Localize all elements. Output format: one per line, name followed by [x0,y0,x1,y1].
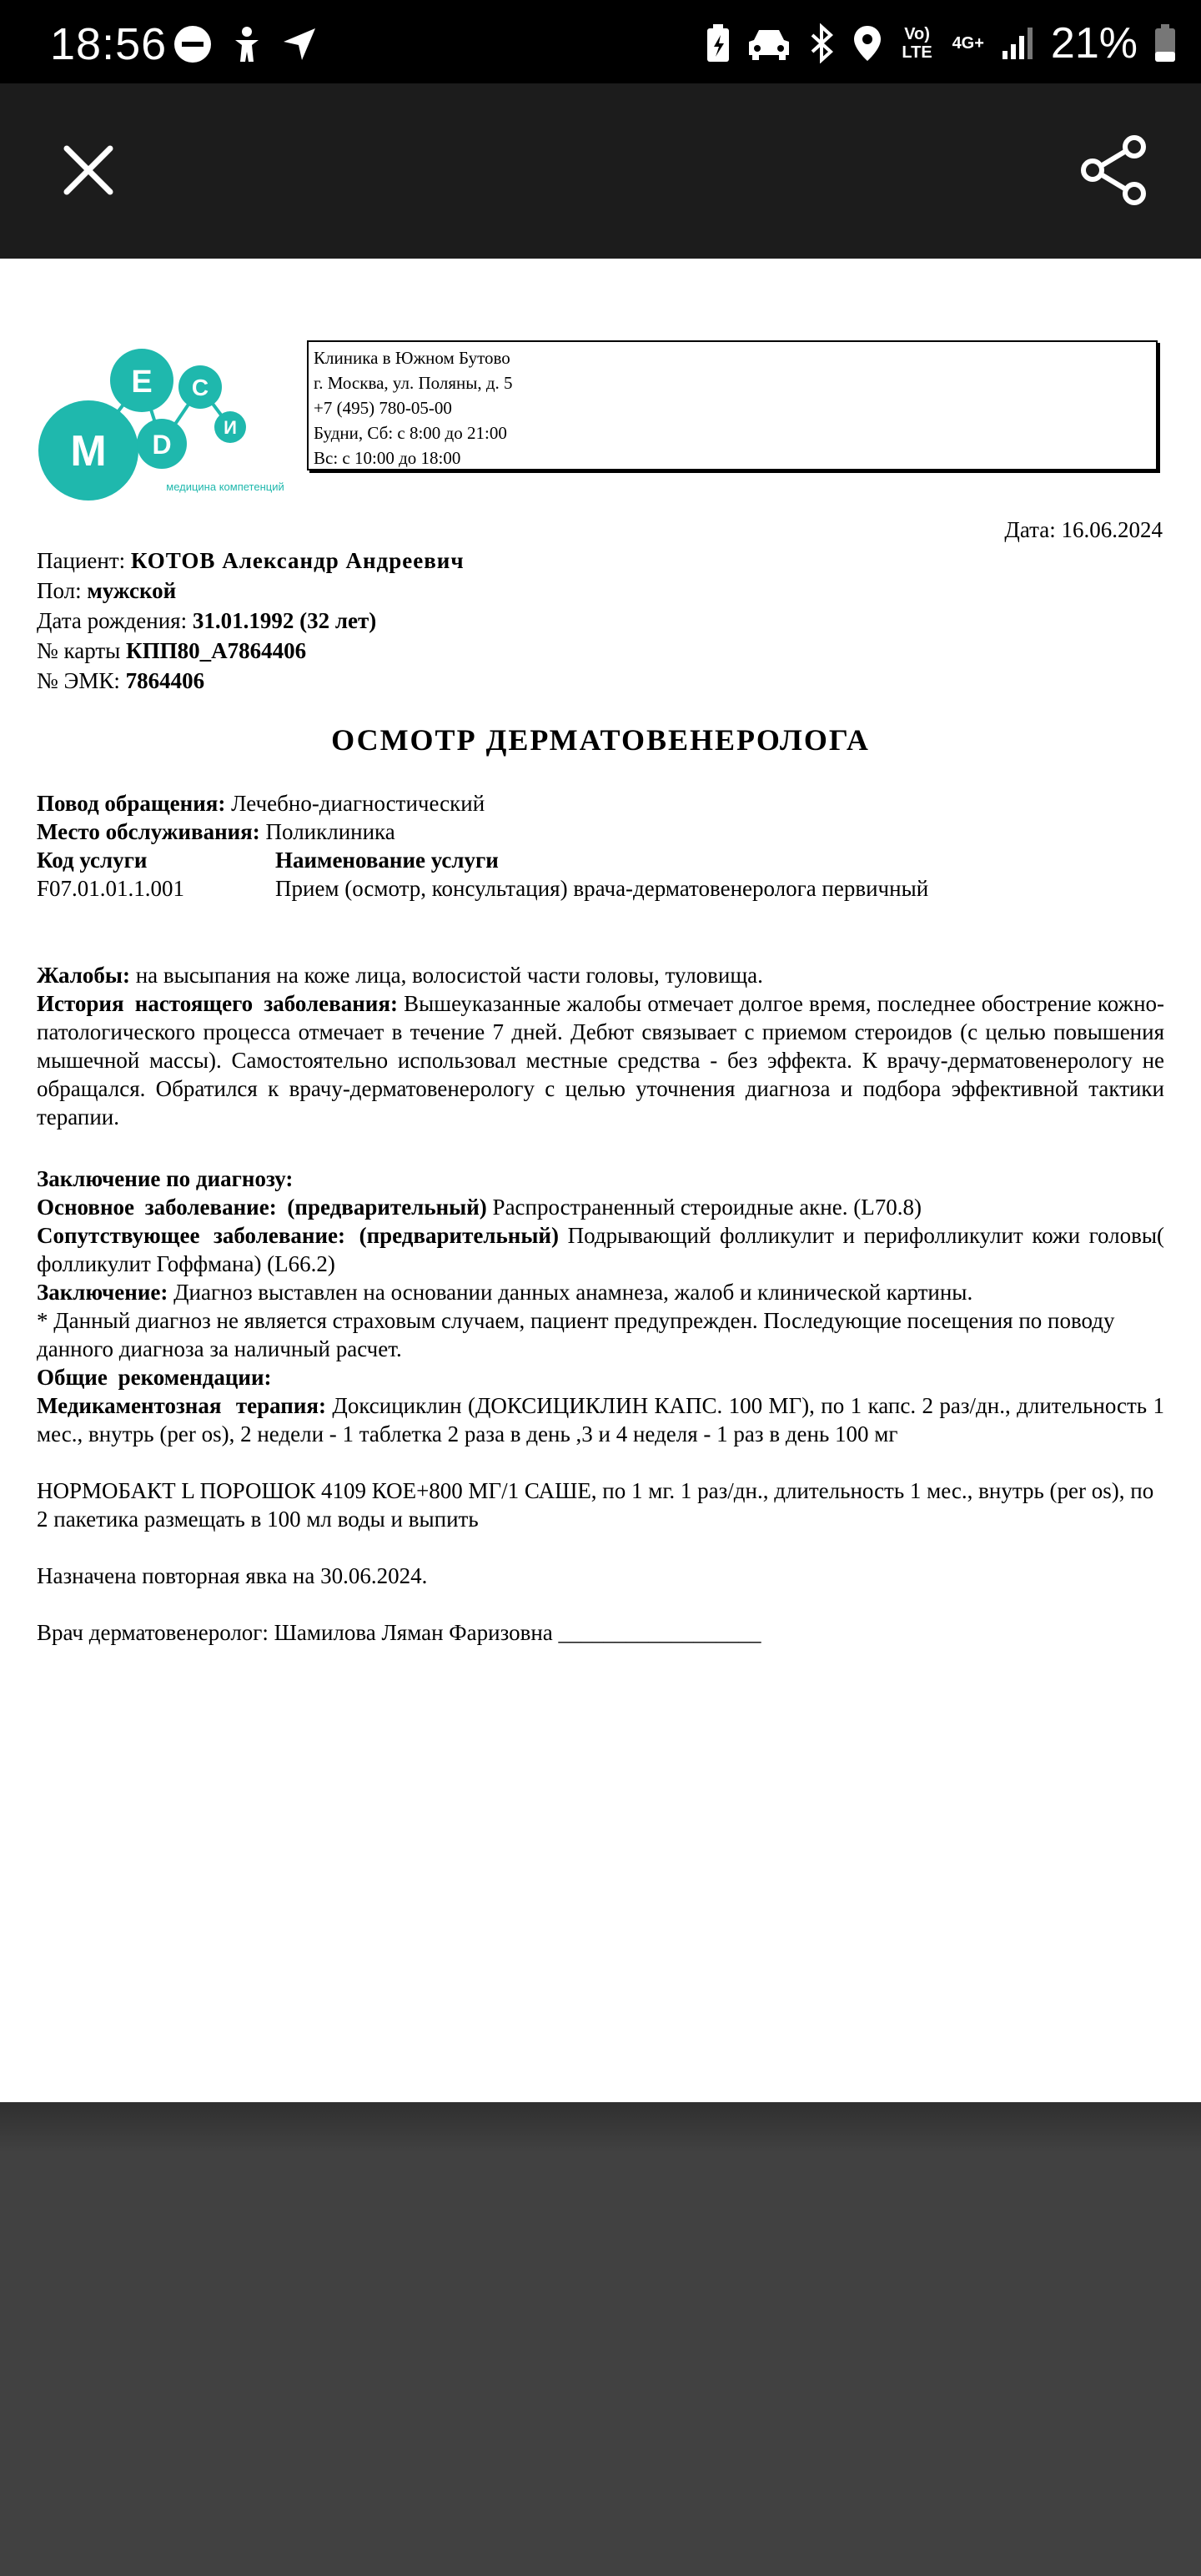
patient-card: КПП80_А7864406 [126,638,307,663]
doctor-signature: Врач дерматовенеролог: Шамилова Ляман Фаризовна __________________ [37,1620,761,1645]
place-value: Поликлиника [265,819,395,844]
document-page[interactable] [0,259,1201,2102]
page-shadow [0,2102,1201,2152]
logo-tagline: медицина компетенций [166,480,284,493]
anamnesis [37,961,1164,1131]
clinic-name: Клиника в Южном Бутово [314,348,510,368]
network-type-label: 4G+ [952,34,984,53]
history-text: Вышеуказанные жалобы отмечает долгое время, последнее обострение кожно-патологического процесса отмечает в течение 7 дней. Дебют связывает с приемом стероидов (с целью повышения мышечной массы). Самостоятельно использовал местные средства - без эффекта. К врачу-дерматовенерологу не обращался. Обратился к врачу-дерматовенерологу с целью уточнения диагноза и подбора эффективной тактики терапии. [37,991,1165,1130]
do-not-disturb-icon [173,25,212,63]
accessibility-icon [230,25,264,63]
reason-label: Повод обращения: [37,791,226,816]
logo-letter-d: D [152,430,172,460]
signal-icon [1001,26,1034,61]
visit-info [37,789,1164,903]
clinic-phone: +7 (495) 780-05-00 [314,398,452,418]
status-time: 18:56 [50,19,168,69]
bluetooth-icon [807,23,836,63]
service-code: F07.01.01.1.001 [37,876,185,901]
volte-label: Vo) LTE [902,25,932,62]
battery-icon [1154,24,1176,63]
viewer-toolbar [0,83,1201,259]
concomitant-label: Сопутствующее заболевание: (предварительный) [37,1223,559,1248]
logo-letter-e: E [131,365,153,400]
document-title: ОСМОТР ДЕРМАТОВЕНЕРОЛОГА [331,723,870,757]
main-diagnosis-label: Основное заболевание: (предварительный) [37,1195,487,1220]
location-icon [852,24,882,63]
therapy-label: Медикаментозная терапия: [37,1393,326,1418]
navigation-icon [282,27,317,62]
probiotic-prescription: НОРМОБАКТ L ПОРОШОК 4109 КОЕ+800 МГ/1 САШЕ, по 1 мг. 1 раз/дн., длительность 1 мес., внутрь (per os), по 2 пакетика размещать в 100 мл воды и выпить [37,1478,1154,1532]
complaints-text: на высыпания на коже лица, волосистой части головы, туловища. [135,963,763,988]
patient-sex-label: Пол: [37,578,82,603]
logo-letter-s: С [191,375,209,400]
clinic-info-box [307,340,1158,470]
patient-dob-label: Дата рождения: [37,608,188,633]
share-icon[interactable] [1079,135,1149,205]
patient-name: КОТОВ Александр Андреевич [130,548,465,573]
patient-card-label: № карты [37,638,121,663]
patient-sex: мужской [87,578,177,603]
follow-up: Назначена повторная явка на 30.06.2024. [37,1563,428,1588]
diagnosis-section [37,1165,1164,1448]
close-icon[interactable] [58,140,118,200]
status-bar [0,0,1201,83]
service-header-row [37,846,1164,874]
patient-emk: 7864406 [125,668,205,693]
battery-saver-icon [706,23,731,63]
service-code-header: Код услуги [37,848,148,873]
conclusion-label: Заключение: [37,1280,168,1305]
clinic-logo [37,340,304,516]
status-left-icons [173,25,317,63]
logo-letter-m: M [70,427,107,475]
reason-value: Лечебно-диагностический [231,791,485,816]
patient-dob: 31.01.1992 (32 лет) [192,608,377,633]
clinic-hours-weekdays: Будни, Сб: с 8:00 до 21:00 [314,423,507,443]
clinic-address: г. Москва, ул. Поляны, д. 5 [314,373,513,393]
recommendations-header: Общие рекомендации: [37,1365,272,1390]
document-date: Дата: 16.06.2024 [1004,517,1163,542]
main-diagnosis-text: Распространенный стероидные акне. (L70.8) [492,1195,922,1220]
status-right-icons [706,18,1176,68]
service-row [37,874,1164,903]
therapy-text: Доксициклин (ДОКСИЦИКЛИН КАПС. 100 МГ), по 1 капс. 2 раз/дн., длительность 1 мес., внутрь (per os), 2 недели - 1 таблетка 2 раза в день ,3 и 4 неделя - 1 раз в день 100 мг [37,1393,1164,1446]
patient-emk-label: № ЭМК: [37,668,120,693]
battery-percent: 21% [1050,19,1138,68]
concomitant-text: Подрывающий фолликулит и перифолликулит кожи головы( фолликулит Гоффмана) (L66.2) [37,1223,1165,1276]
patient-info [37,546,465,696]
patient-name-label: Пациент: [37,548,126,573]
complaints-label: Жалобы: [37,963,130,988]
place-label: Место обслуживания: [37,819,260,844]
car-icon [747,27,791,60]
history-label: История настоящего заболевания: [37,991,398,1016]
service-name: Прием (осмотр, консультация) врача-дерматовенеролога первичный [275,876,929,901]
clinic-hours-sunday: Вс: с 10:00 до 18:00 [314,448,461,468]
logo-letter-i: И [224,417,237,438]
diagnosis-header: Заключение по диагнозу: [37,1166,294,1191]
insurance-note: * Данный диагноз не является страховым случаем, пациент предупрежден. Последующие посещения по поводу данного диагноза за наличный расчет. [37,1308,1115,1361]
service-name-header: Наименование услуги [275,848,499,873]
conclusion-text: Диагноз выставлен на основании данных анамнеза, жалоб и клинической картины. [173,1280,973,1305]
